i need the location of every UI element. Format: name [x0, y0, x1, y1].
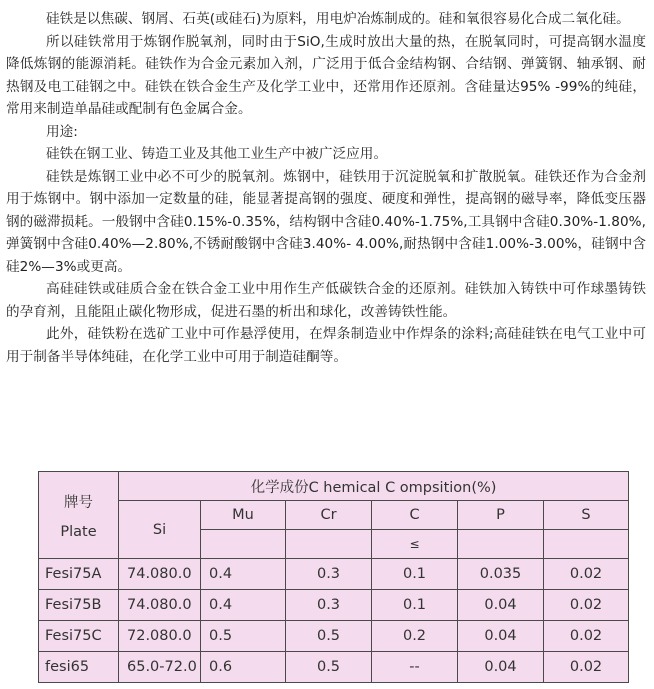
p-cell: 0.04 [458, 652, 544, 683]
cr-cell: 0.5 [286, 652, 372, 683]
mu-cell: 0.4 [201, 590, 286, 621]
paragraph: 高硅硅铁或硅质合金在铁合金工业中用作生产低碳铁合金的还原剂。硅铁加入铸铁中可作球墨铸铁的孕育剂，且能阻止碳化物形成，促进石墨的析出和球化，改善铸铁性能。 [6, 281, 646, 320]
p-cell: 0.04 [458, 590, 544, 621]
paragraph: 硅铁是炼钢工业中必不可少的脱氧剂。炼钢中，硅铁用于沉淀脱氧和扩散脱氧。硅铁还作为合金剂用于炼钢中。钢中添加一定数量的硅，能显著提高钢的强度、硬度和弹性，提高钢的磁导率，降低变压器钢的磁滞损耗。一般钢中含硅0.15%-0.35%，结构钢中含硅0.40%-1.75%,工具钢中含硅0.30%-1.80%,弹簧钢中含硅0.40%—2.80%,不锈耐酸钢中含硅3.40%- 4.00%,耐热钢中含硅1.00%-3.00%，硅钢中含硅2%—3%或更高。 [6, 168, 646, 275]
paragraph: 所以硅铁常用于炼钢作脱氧剂，同时由于SiO,生成时放出大量的热，在脱氧同时，可提高钢水温度降低炼钢的能源消耗。硅铁作为合金元素加入剂，广泛用于低合金结构钢、合结钢、弹簧钢、轴承钢、耐热钢及电工硅钢之中。硅铁在铁合金生产及化学工业中，还常用作还原剂。含硅量达95% -99%的纯硅，常用来制造单晶硅或配制有色金属合金。 [6, 33, 646, 117]
grade-cell: fesi65 [39, 652, 119, 683]
si-cell: 65.0-72.0 [119, 652, 201, 683]
si-cell: 72.080.0 [119, 621, 201, 652]
p-cell: 0.04 [458, 621, 544, 652]
paragraph: 硅铁是以焦碳、钢屑、石英(或硅石)为原料，用电炉冶炼制成的。硅和氧很容易化合成二氧化硅。 [46, 11, 630, 27]
table-header-row [39, 472, 629, 501]
empty-cell [458, 530, 544, 559]
element-header-row [39, 501, 629, 530]
composition-table [38, 471, 629, 683]
cr-cell: 0.3 [286, 559, 372, 590]
element-header-c: C [372, 501, 458, 530]
cr-cell: 0.3 [286, 590, 372, 621]
si-cell: 74.080.0 [119, 559, 201, 590]
cr-cell: 0.5 [286, 621, 372, 652]
element-header-mu: Mu [201, 501, 286, 530]
empty-cell [201, 530, 286, 559]
table-row [39, 621, 629, 652]
empty-cell [286, 530, 372, 559]
grade-header-en: Plate [60, 523, 97, 540]
s-cell: 0.02 [544, 590, 629, 621]
table-row [39, 590, 629, 621]
usage-heading: 用途: [46, 123, 78, 140]
element-header-cr: Cr [286, 501, 372, 530]
mu-cell: 0.6 [201, 652, 286, 683]
composition-header: 化学成份C hemical C ompsition(%) [119, 472, 629, 501]
si-cell: 74.080.0 [119, 590, 201, 621]
s-cell: 0.02 [544, 652, 629, 683]
c-cell: -- [372, 652, 458, 683]
c-cell: 0.1 [372, 590, 458, 621]
mu-cell: 0.5 [201, 621, 286, 652]
element-header-s: S [544, 501, 629, 530]
table-row [39, 559, 629, 590]
grade-header-cn: 牌号 [64, 494, 93, 511]
c-max-note: ≤ [372, 530, 458, 559]
paragraph: 硅铁在钢工业、铸造工业及其他工业生产中被广泛应用。 [46, 146, 388, 162]
c-cell: 0.2 [372, 621, 458, 652]
grade-header-cell [39, 472, 119, 559]
element-header-p: P [458, 501, 544, 530]
table-row [39, 652, 629, 683]
empty-cell [544, 530, 629, 559]
grade-cell: Fesi75C [39, 621, 119, 652]
p-cell: 0.035 [458, 559, 544, 590]
s-cell: 0.02 [544, 621, 629, 652]
c-cell: 0.1 [372, 559, 458, 590]
element-header-si: Si [119, 501, 201, 559]
grade-cell: Fesi75A [39, 559, 119, 590]
article-body [6, 8, 646, 368]
s-cell: 0.02 [544, 559, 629, 590]
grade-cell: Fesi75B [39, 590, 119, 621]
mu-cell: 0.4 [201, 559, 286, 590]
paragraph: 此外，硅铁粉在选矿工业中可作悬浮使用，在焊条制造业中作焊条的涂料;高硅硅铁在电气工业中可用于制备半导体纯硅，在化学工业中可用于制造硅酮等。 [6, 326, 646, 365]
